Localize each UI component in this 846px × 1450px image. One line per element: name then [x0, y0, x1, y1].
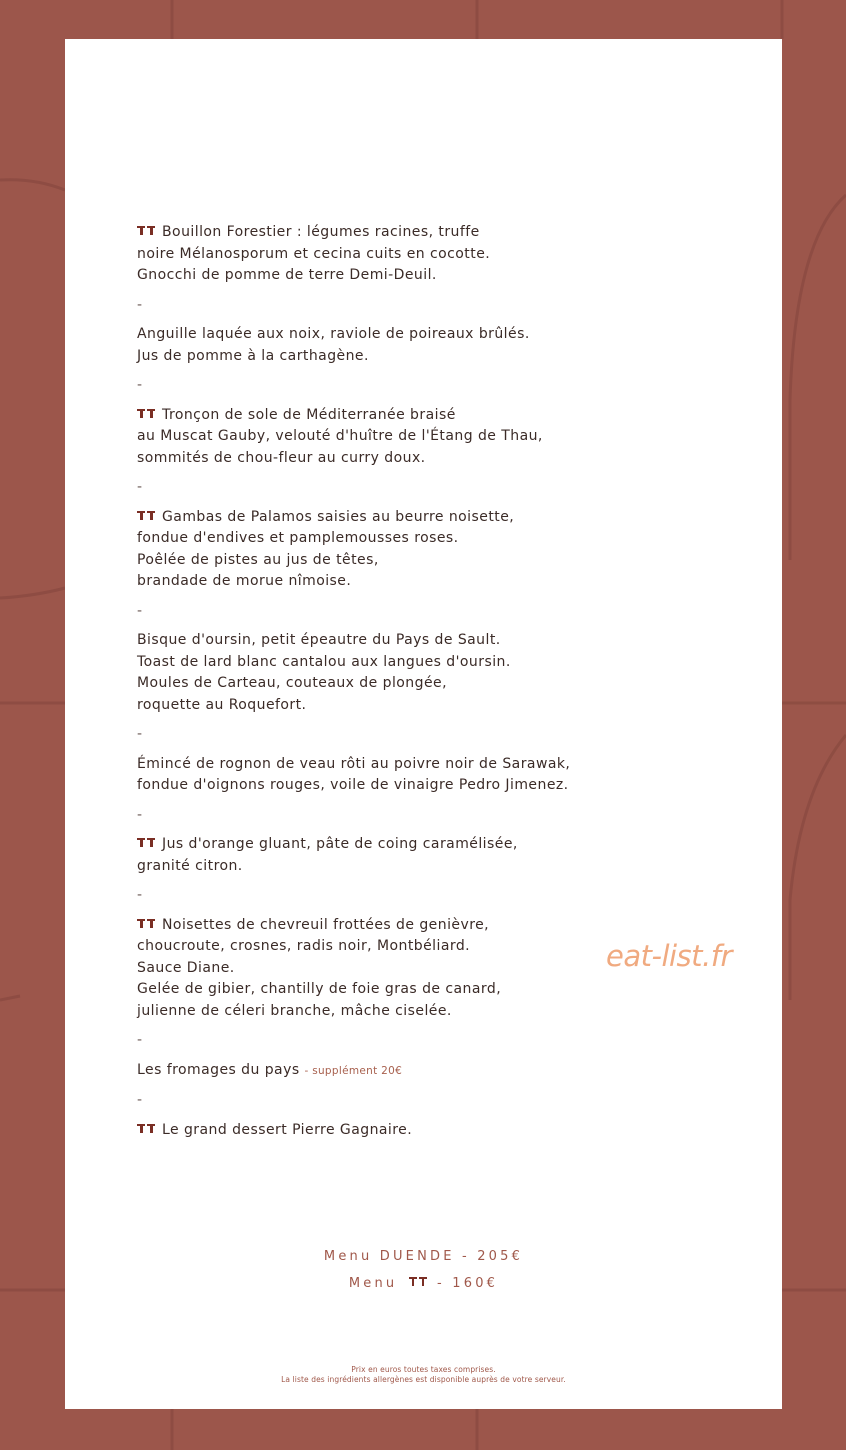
- course-text: granité citron.: [137, 857, 243, 874]
- course-text: Poêlée de pistes au jus de têtes,: [137, 551, 379, 568]
- course-text: roquette au Roquefort.: [137, 696, 307, 713]
- course-text: choucroute, crosnes, radis noir, Montbéliard.: [137, 938, 471, 954]
- tasting-menu: [137, 222, 697, 1141]
- course-separator: -: [137, 377, 143, 393]
- course-line: [137, 448, 697, 470]
- course-text: Sauce Diane.: [137, 959, 235, 976]
- course-text: Gambas de Palamos saisies au beurre noisette,: [162, 508, 515, 525]
- menu-course: [137, 405, 697, 470]
- tt-signature-icon: [137, 226, 156, 236]
- tt-signature-icon: [137, 511, 156, 521]
- course-text: fondue d'endives et pamplemousses roses.: [137, 530, 459, 546]
- course-line: [137, 528, 697, 550]
- menu-course: [137, 630, 697, 716]
- menu-course: [137, 1060, 697, 1083]
- tt-signature-icon: [137, 1124, 156, 1134]
- menu-course: [137, 754, 697, 797]
- course-text: Les fromages du pays: [137, 1061, 300, 1078]
- course-text: Jus de pomme à la carthagène.: [137, 347, 369, 364]
- course-text: Gnocchi de pomme de terre Demi-Deuil.: [137, 267, 437, 283]
- course-separator: -: [137, 887, 143, 903]
- course-text: au Muscat Gauby, velouté d'huître de l'Étang de Thau,: [137, 428, 543, 444]
- course-text: brandade de morue nîmoise.: [137, 573, 352, 589]
- course-text: Toast de lard blanc cantalou aux langues d'oursin.: [137, 653, 511, 670]
- course-text: Noisettes de chevreuil frottées de genièvre,: [162, 916, 490, 933]
- course-line: [137, 265, 697, 287]
- tt-signature-icon: [137, 838, 156, 848]
- footer-note: [65, 1365, 782, 1384]
- course-line: [137, 222, 697, 244]
- menu-course: [137, 507, 697, 593]
- tt-signature-icon: [409, 1277, 428, 1287]
- price-tt-prefix: Menu: [348, 1276, 398, 1291]
- menu-course: [137, 834, 697, 877]
- course-line: [137, 630, 697, 652]
- course-text: Moules de Carteau, couteaux de plongée,: [137, 675, 447, 691]
- course-line: [137, 979, 697, 1001]
- course-line: [137, 695, 697, 717]
- footer-line-allergens: La liste des ingrédients allergènes est disponible auprès de votre serveur.: [281, 1374, 566, 1384]
- watermark: eat-list.fr: [606, 939, 732, 973]
- course-separator: -: [137, 1092, 143, 1108]
- menu-course: [137, 1120, 697, 1142]
- course-line: [137, 324, 697, 346]
- course-line: [137, 775, 697, 797]
- course-line: [137, 652, 697, 674]
- course-text: Jus d'orange gluant, pâte de coing caramélisée,: [162, 836, 518, 852]
- course-text: noire Mélanosporum et cecina cuits en cocotte.: [137, 245, 491, 262]
- course-text: Bisque d'oursin, petit épeautre du Pays de Sault.: [137, 632, 501, 648]
- course-line: [137, 915, 697, 937]
- price-tt-suffix: - 160€: [437, 1276, 499, 1291]
- course-line: [137, 405, 697, 427]
- course-text: julienne de céleri branche, mâche ciselée.: [137, 1002, 452, 1019]
- supplement-note: - supplément 20€: [304, 1064, 403, 1077]
- tt-signature-icon: [137, 919, 156, 929]
- course-line: [137, 1001, 697, 1023]
- course-text: Bouillon Forestier : légumes racines, truffe: [162, 224, 480, 240]
- footer-line-taxes: Prix en euros toutes taxes comprises.: [351, 1365, 496, 1374]
- course-line: [137, 673, 697, 695]
- price-duende: Menu DUENDE - 205€: [323, 1249, 524, 1264]
- course-line: [137, 571, 697, 593]
- course-line: [137, 754, 697, 776]
- course-text: Le grand dessert Pierre Gagnaire.: [162, 1121, 413, 1138]
- course-line: [137, 834, 697, 856]
- course-line: [137, 1060, 697, 1083]
- price-tt: [65, 1270, 782, 1297]
- tt-signature-icon: [137, 409, 156, 419]
- course-line: [137, 550, 697, 572]
- menu-course: [137, 222, 697, 287]
- course-line: [137, 426, 697, 448]
- course-separator: -: [137, 479, 143, 495]
- course-text: fondue d'oignons rouges, voile de vinaigre Pedro Jimenez.: [137, 777, 569, 793]
- course-line: [137, 856, 697, 878]
- course-text: Anguille laquée aux noix, raviole de poireaux brûlés.: [137, 326, 530, 342]
- course-separator: -: [137, 602, 143, 619]
- course-line: [137, 346, 697, 368]
- course-line: [137, 1120, 697, 1142]
- course-separator: -: [137, 296, 143, 313]
- course-separator: -: [137, 1032, 143, 1048]
- course-line: [137, 507, 697, 529]
- course-line: [137, 244, 697, 266]
- prices: [65, 1243, 782, 1297]
- course-text: sommités de chou-fleur au curry doux.: [137, 449, 426, 466]
- course-text: Émincé de rognon de veau rôti au poivre noir de Sarawak,: [137, 755, 571, 772]
- course-text: Gelée de gibier, chantilly de foie gras de canard,: [137, 981, 502, 997]
- menu-course: [137, 324, 697, 367]
- course-separator: -: [137, 726, 143, 742]
- course-text: Tronçon de sole de Méditerranée braisé: [162, 406, 456, 423]
- course-separator: -: [137, 806, 143, 823]
